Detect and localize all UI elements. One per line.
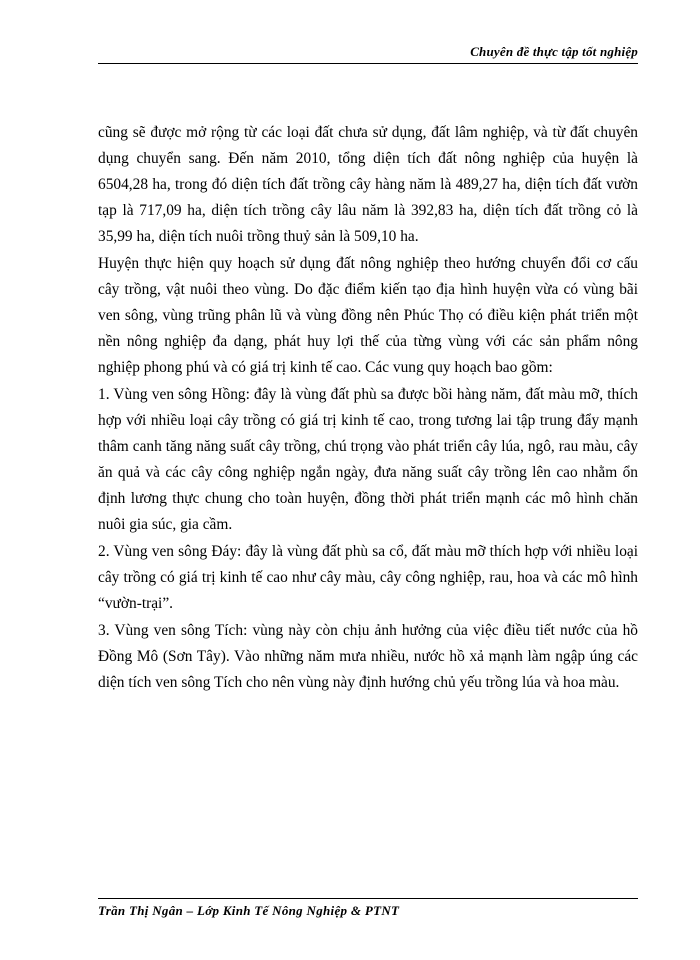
header-divider: [98, 63, 638, 64]
paragraph-planning: Huyện thực hiện quy hoạch sử dụng đất nông nghiệp theo hướng chuyển đổi cơ cấu cây trồng, vật nuôi theo vùng. Do đặc điểm kiến tạo địa hình huyện vừa có vùng bãi ven sông, vùng trũng phân lũ và vùng đồng nên Phúc Thọ có điều kiện phát triển một nền nông nghiệp đa dạng, phát huy lợi thế của từng vùng với các sản phẩm nông nghiệp phong phú và có giá trị kinh tế cao. Các vung quy hoạch bao gồm:: [98, 255, 638, 376]
page-header-title: Chuyên đề thực tập tốt nghiệp: [470, 44, 638, 59]
paragraph-red-river-zone: 1. Vùng ven sông Hồng: đây là vùng đất phù sa được bồi hàng năm, đất màu mỡ, thích hợp với nhiều loại cây trồng có giá trị kinh tế cao, trong tương lai tập trung đẩy mạnh thâm canh tăng năng suất cây trồng, chú trọng vào phát triển cây lúa, ngô, rau màu, cây ăn quả và các cây công nghiệp ngắn ngày, đưa năng suất cây trồng lên cao nhằm ổn định lương thực chung cho toàn huyện, đồng thời phát triển mạnh các mô hình chăn nuôi gia súc, gia cầm.: [98, 386, 638, 533]
paragraph-day-river-zone: 2. Vùng ven sông Đáy: đây là vùng đất phù sa cổ, đất màu mỡ thích hợp với nhiều loại cây trồng có giá trị kinh tế cao như cây màu, cây công nghiệp, rau, hoa và các mô hình “vườn-trại”.: [98, 543, 638, 612]
page-footer-author: Trần Thị Ngân – Lớp Kinh Tế Nông Nghiệp & PTNT: [98, 903, 400, 918]
paragraph-land-area: cũng sẽ được mở rộng từ các loại đất chưa sử dụng, đất lâm nghiệp, và từ đất chuyên dụng chuyển sang. Đến năm 2010, tổng diện tích đất nông nghiệp của huyện là 6504,28 ha, trong đó diện tích đất trồng cây hàng năm là 489,27 ha, diện tích đất vườn tạp là 717,09 ha, diện tích trồng cây lâu năm là 392,83 ha, diện tích đất trồng cỏ là 35,99 ha, diện tích nuôi trồng thuỷ sản là 509,10 ha.: [98, 124, 638, 245]
footer-divider: [98, 898, 638, 899]
document-body: [98, 120, 638, 696]
paragraph-tich-river-zone: 3. Vùng ven sông Tích: vùng này còn chịu ảnh hưởng của việc điều tiết nước của hồ Đồng Mô (Sơn Tây). Vào những năm mưa nhiều, nước hồ xả mạnh làm ngập úng các diện tích ven sông Tích cho nên vùng này định hướng chủ yếu trồng lúa và hoa màu.: [98, 622, 638, 691]
